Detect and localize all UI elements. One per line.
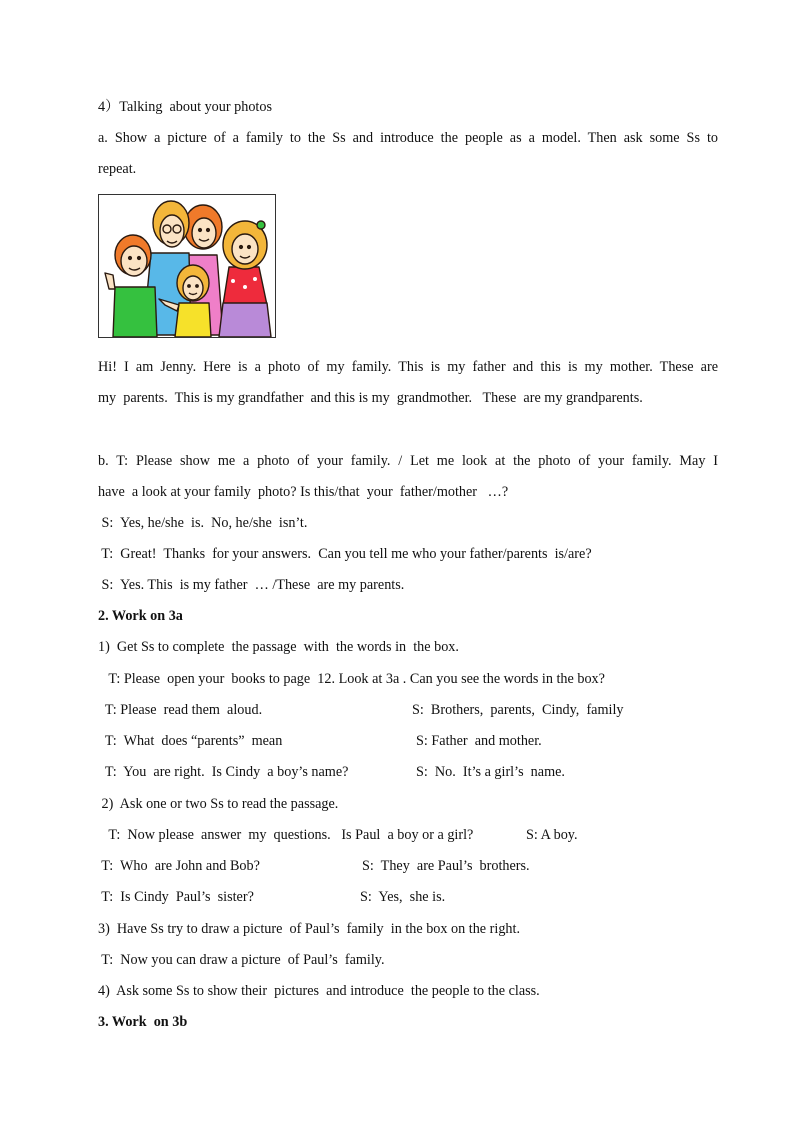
section-heading-talking-photos: 4）Talking about your photos: [98, 99, 272, 115]
dialogue-teacher: T: What does “parents” mean: [98, 733, 283, 749]
dialogue-line: T: Please open your books to page 12. Look at 3a . Can you see the words in the box?: [98, 671, 605, 687]
dialogue-student: S: Brothers, parents, Cindy, family: [412, 702, 624, 718]
dialogue-student: S: No. It’s a girl’s name.: [416, 764, 565, 780]
dialogue-line: T: Now you can draw a picture of Paul’s family.: [98, 952, 385, 968]
dialogue-line: S: Yes. This is my father … /These are my parents.: [98, 577, 405, 593]
dialogue-teacher: T: Now please answer my questions. Is Paul a boy or a girl?: [98, 827, 474, 843]
paragraph-line: Hi! I am Jenny. Here is a photo of my family. This is my father and this is my mother. These are: [98, 359, 718, 375]
dialogue-teacher: T: Please read them aloud.: [98, 702, 263, 718]
step-line: 4) Ask some Ss to show their pictures and introduce the people to the class.: [98, 983, 540, 999]
paragraph-line: b. T: Please show me a photo of your family. / Let me look at the photo of your family. May I: [98, 453, 718, 469]
step-line: 3) Have Ss try to draw a picture of Paul’s family in the box on the right.: [98, 921, 520, 937]
section-heading-work-3a: 2. Work on 3a: [98, 608, 183, 624]
paragraph-line: repeat.: [98, 161, 137, 177]
paragraph-line: my parents. This is my grandfather and this is my grandmother. These are my grandparents.: [98, 390, 643, 406]
dialogue-teacher: T: Is Cindy Paul’s sister?: [98, 889, 254, 905]
step-line: 2) Ask one or two Ss to read the passage.: [98, 796, 339, 812]
family-photo: [98, 194, 276, 338]
dialogue-teacher: T: Who are John and Bob?: [98, 858, 260, 874]
section-heading-work-3b: 3. Work on 3b: [98, 1014, 188, 1030]
step-line: 1) Get Ss to complete the passage with the words in the box.: [98, 639, 459, 655]
dialogue-line: T: Great! Thanks for your answers. Can you tell me who your father/parents is/are?: [98, 546, 592, 562]
dialogue-student: S: A boy.: [526, 827, 578, 843]
paragraph-line: have a look at your family photo? Is this/that your father/mother …?: [98, 484, 509, 500]
dialogue-student: S: Father and mother.: [416, 733, 542, 749]
dialogue-student: S: Yes, she is.: [360, 889, 446, 905]
cartoon-family-illustration-icon: [99, 195, 275, 337]
dialogue-teacher: T: You are right. Is Cindy a boy’s name?: [98, 764, 349, 780]
paragraph-line: a. Show a picture of a family to the Ss and introduce the people as a model. Then ask some Ss to: [98, 130, 718, 146]
dialogue-line: S: Yes, he/she is. No, he/she isn’t.: [98, 515, 308, 531]
dialogue-student: S: They are Paul’s brothers.: [362, 858, 530, 874]
